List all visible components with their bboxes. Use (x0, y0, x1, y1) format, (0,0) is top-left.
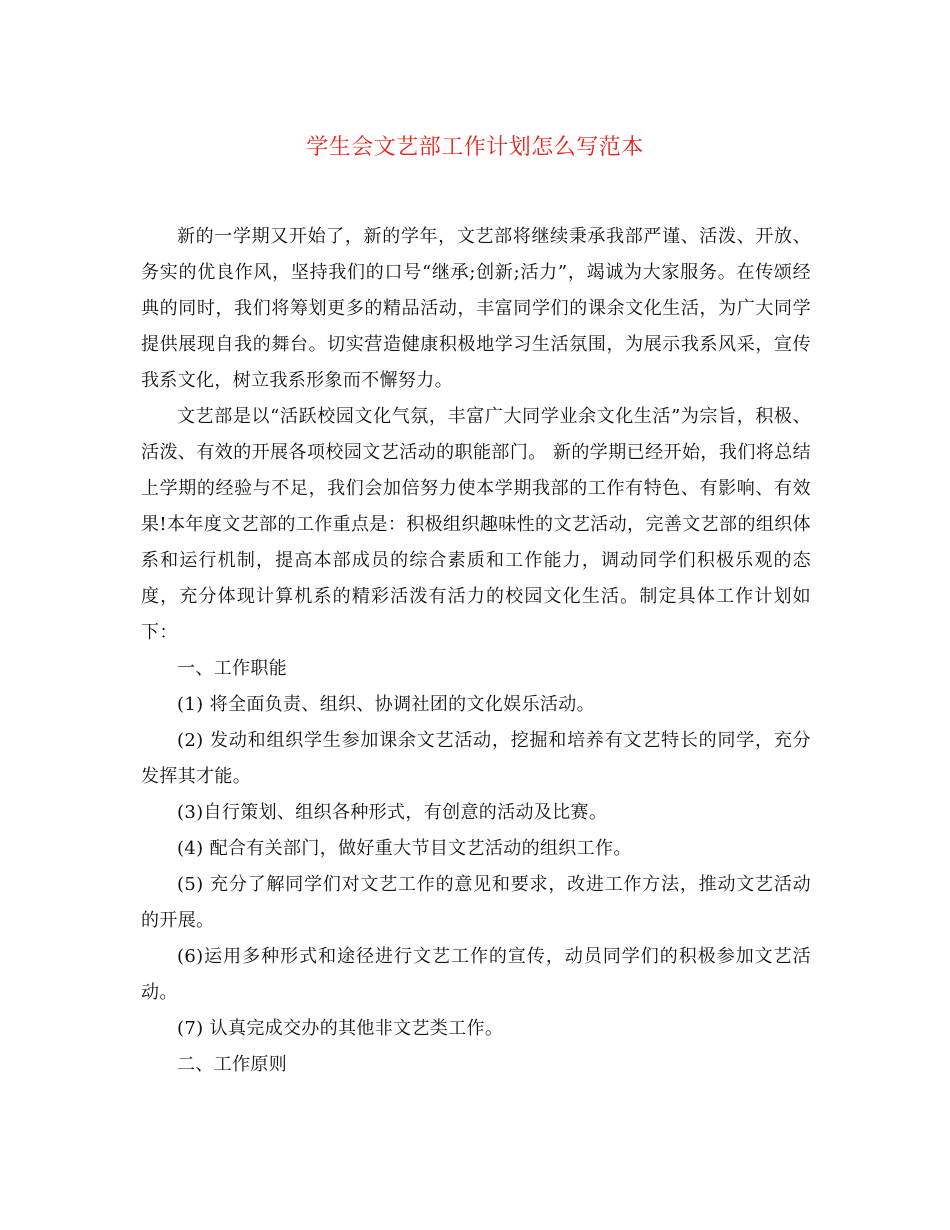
purpose-paragraph: 文艺部是以“活跃校园文化气氛，丰富广大同学业余文化生活”为宗旨，积极、活泼、有效的开展各项校园文艺活动的职能部门。 新的学期已经开始，我们将总结上学期的经验与不足，我们会加倍努力使本学期我部的工作有特色、有影响、有效果!本年度文艺部的工作重点是：积极组织趣味性的文艺活动，完善文艺部的组织体系和运行机制，提高本部成员的综合素质和工作能力，调动同学们积极乐观的态度，充分体现计算机系的精彩活泼有活力的校园文化生活。制定具体工作计划如下： (141, 406, 811, 643)
document-title: 学生会文艺部工作计划怎么写范本 (306, 135, 644, 160)
duty-item-1: (1) 将全面负责、组织、协调社团的文化娱乐活动。 (177, 694, 595, 715)
section-heading-duties: 一、工作职能 (177, 658, 288, 679)
duty-item-7: (7) 认真完成交办的其他非文艺类工作。 (177, 1018, 504, 1039)
duty-item-6: (6)运用多种形式和途径进行文艺工作的宣传，动员同学们的积极参加文艺活动。 (141, 946, 811, 1003)
duty-item-2: (2) 发动和组织学生参加课余文艺活动，挖掘和培养有文艺特长的同学，充分发挥其才能。 (141, 730, 811, 787)
intro-paragraph: 新的一学期又开始了，新的学年，文艺部将继续秉承我部严谨、活泼、开放、务实的优良作风，坚持我们的口号“继承;创新;活力”，竭诚为大家服务。在传颂经典的同时，我们将筹划更多的精品活动，丰富同学们的课余文化生活，为广大同学提供展现自我的舞台。切实营造健康积极地学习生活氛围，为展示我系风采，宣传我系文化，树立我系形象而不懈努力。 (141, 226, 811, 391)
duty-item-3: (3)自行策划、组织各种形式，有创意的活动及比赛。 (177, 802, 608, 823)
duty-item-4: (4) 配合有关部门，做好重大节目文艺活动的组织工作。 (177, 838, 632, 859)
document-body (141, 219, 811, 1083)
section-heading-principles: 二、工作原则 (177, 1054, 288, 1075)
duty-item-5: (5) 充分了解同学们对文艺工作的意见和要求，改进工作方法，推动文艺活动的开展。 (141, 874, 811, 931)
